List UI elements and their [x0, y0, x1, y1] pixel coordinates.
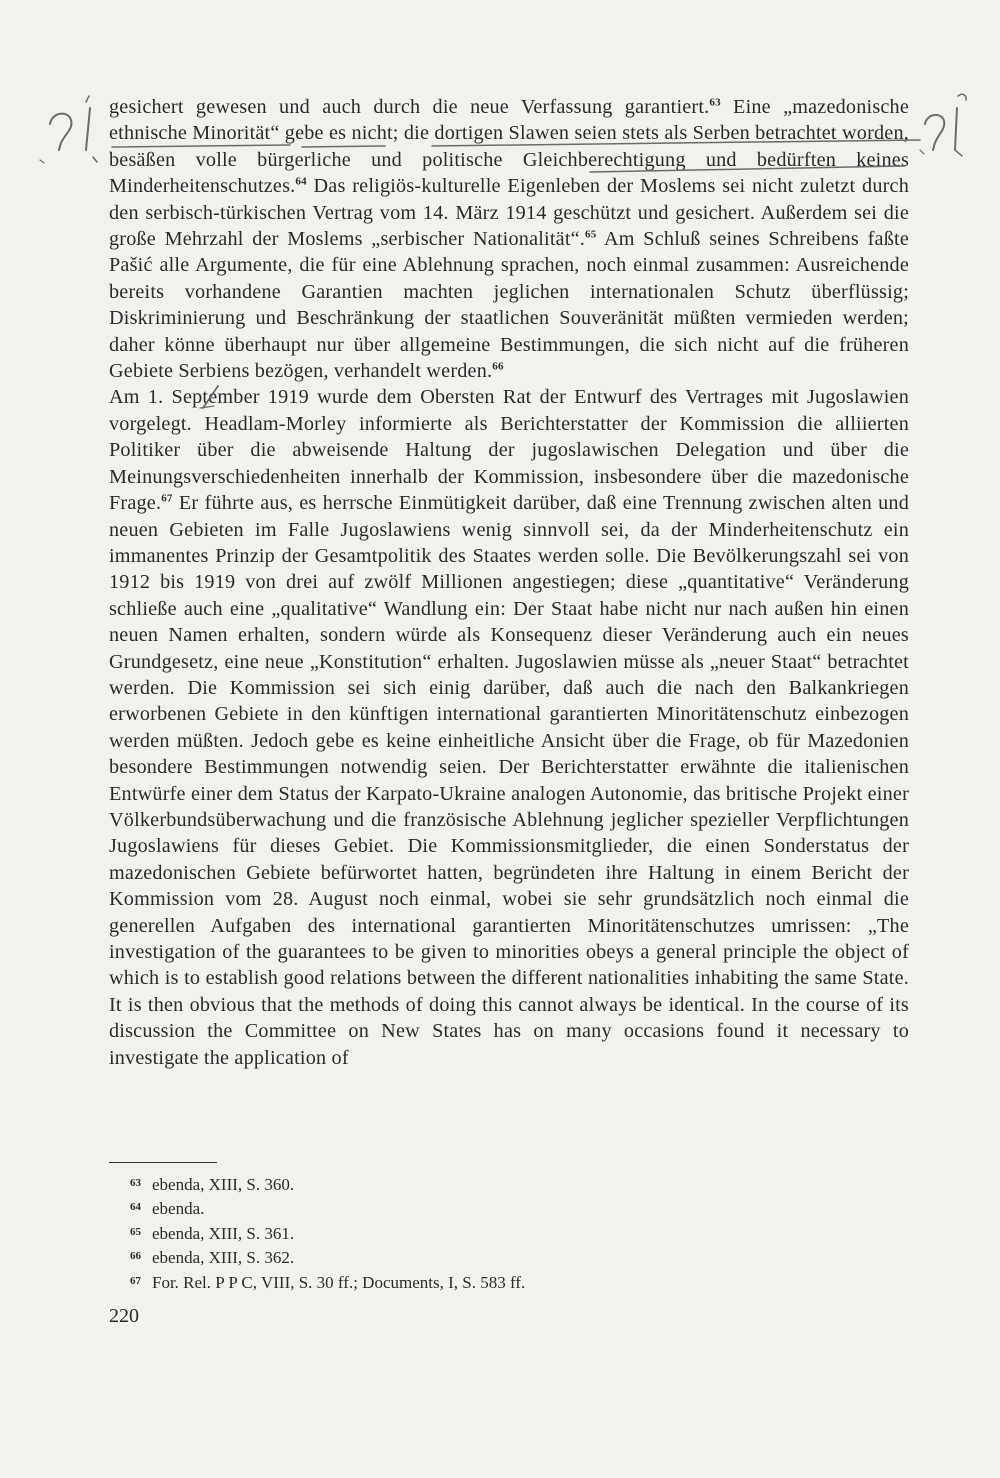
footnote-divider: [109, 1162, 217, 1163]
text-run: Eine „mazedonische ethnische Minorität“ gebe es nicht; die dortigen Slawen seien stets als Serben betrachtet worden, besäßen volle bürgerliche und politische Gleichberechtigung und bedürften keines Minderheitenschutzes.: [109, 96, 909, 198]
text-run: Das religiös-kulturelle Eigenleben der Moslems sei nicht zuletzt durch den serbisch-türkischen Vertrag vom 14. März 1914 geschützt und gesichert. Außerdem sei die große Mehrzahl der Moslems „serbischer Nationalität“.: [109, 175, 909, 251]
footnote-text: ebenda, XIII, S. 361.: [152, 1223, 295, 1243]
text-run: Am 1. September 1919 wurde dem Obersten Rat der Entwurf des Vertrages mit Jugoslawien vorgelegt. Headlam-Morley informierte als Berichterstatter der Kommission die alliierten Politiker über die abweisende Haltung der jugoslawischen Delegation und über die Meinungsverschiedenheiten innerhalb der Kommission, insbesondere über die mazedonische Frage.: [109, 386, 909, 515]
footnote-text: ebenda, XIII, S. 360.: [152, 1175, 295, 1194]
main-text: [109, 94, 909, 1071]
footnote-number: 64: [130, 1201, 141, 1214]
footnotes: [130, 1172, 830, 1294]
footnote-number: 63: [130, 1177, 141, 1189]
footnote-text: ebenda, XIII, S. 362.: [152, 1248, 295, 1268]
right-margin-curve: [958, 94, 966, 100]
footnote-66: [130, 1245, 830, 1269]
text-run: gesichert gewesen und auch durch die neue Verfassung garantiert.: [109, 96, 710, 118]
footnote-63: [130, 1172, 830, 1196]
left-question-mark: [50, 114, 71, 150]
text-run: Am Schluß seines Schreibens faßte Pašić alle Argumente, die für eine Ablehnung sprachen, noch einmal zusammen: Ausreichende bereits vorhandene Garantien machten jeglichen internationalen Schutz überflüssig; Diskriminierung und Beschränkung der staatlichen Souveränität müßten vermieden werden; daher könne überhaupt nur über allgemeine Bestimmungen, die sich nicht auf die früheren Gebiete Serbiens bezögen, verhandelt werden.: [109, 228, 909, 383]
footnote-text: ebenda.: [152, 1199, 205, 1219]
footnote-ref-65: 65: [585, 228, 597, 241]
text-run: Er führte aus, es herrsche Einmütigkeit darüber, daß eine Trennung zwischen alten und neuen Gebieten im Falle Jugoslawiens wenig sinnvoll sei, da der Minderheitenschutz ein immanentes Prinzip der Gesamtpolitik des Staates werden solle. Die Bevölkerungszahl sei von 1912 bis 1919 von drei auf zwölf Millionen angestiegen; diese „quantitative“ Veränderung schließe auch eine „qualitative“ Wandlung ein: Der Staat habe nicht nur nach außen hin einen neuen Namen erhalten, sondern würde als Konsequenz dieser Veränderung auch ein neues Grundgesetz, eine neue „Konstitution“ erhalten. Jugoslawien müsse als „neuer Staat“ betrachtet werden. Die Kommission sei sich einig darüber, daß auch die nach den Balkankriegen erworbenen Gebiete in den künftigen international garantierten Minoritätenschutz einbezogen werden müßten. Jedoch gebe es keine einheitliche Ansicht über die Frage, ob für Mazedonien besondere Bestimmungen notwendig seien. Der Berichterstatter erwähnte die italienischen Entwürfe einer dem Status der Karpato-Ukraine analogen Autonomie, das britische Projekt einer Völkerbundsüberwachung und die französische Ablehnung jeglicher spezieller Verpflichtungen Jugoslawiens für dieses Gebiet. Die Kommissionsmitglieder, die einen Sonderstatus der mazedonischen Gebiete befürwortet hatten, begründeten ihre Haltung in einem Bericht der Kommission vom 28. August noch einmal, wobei sie sehr grundsätzlich noch einmal die generellen Aufgaben des international garantierten Minoritätenschutzes umrissen: „The investigation of the guarantees to be given to minorities obeys a general principle the object of which is to establish good relations between the different nationalities inhabiting the same State. It is then obvious that the methods of doing this cannot always be identical. In the course of its discussion the Committee on New States has on many occasions found it necessary to investigate the application of: [109, 492, 909, 1069]
paragraph-2: [109, 384, 909, 1071]
footnote-number: 67: [130, 1274, 141, 1287]
left-tick-1: [86, 96, 89, 102]
right-tick: [920, 150, 924, 154]
right-margin-tail: [955, 150, 962, 156]
footnote-ref-67: 67: [161, 492, 173, 505]
footnote-64: [130, 1196, 830, 1220]
footnote-ref-63: 63: [709, 96, 721, 109]
footnote-number: 66: [130, 1250, 141, 1263]
right-margin-stroke: [955, 108, 957, 150]
right-question-mark: [925, 115, 944, 150]
footnote-number: 65: [130, 1225, 141, 1238]
footnote-67: [130, 1270, 830, 1294]
page-number: 220: [109, 1305, 139, 1327]
footnote-65: [130, 1221, 830, 1245]
left-tick-2: [93, 157, 97, 162]
paragraph-1: [109, 94, 909, 384]
left-margin-stroke: [86, 108, 90, 150]
footnote-ref-64: 64: [295, 175, 307, 188]
footnote-text: For. Rel. P P C, VIII, S. 30 ff.; Documents, I, S. 583 ff.: [152, 1272, 526, 1292]
footnote-ref-66: 66: [492, 360, 504, 373]
left-tick-3: [40, 160, 44, 163]
